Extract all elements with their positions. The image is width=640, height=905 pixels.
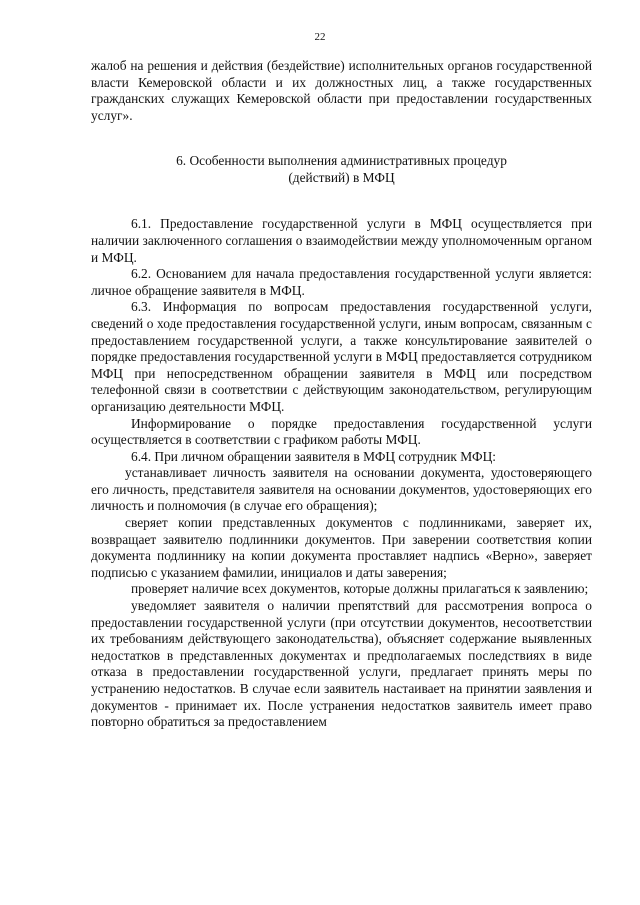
page-number: 22 [314,31,326,43]
paragraph-informing: Информирование о порядке предоставления государственной услуги осуществляется в соответствии с графиком работы МФЦ. [91,415,592,448]
paragraph-6-4: 6.4. При личном обращении заявителя в МФЦ сотрудник МФЦ: [131,448,496,464]
section-heading-line-2: (действий) в МФЦ [288,170,395,186]
paragraph-6-2: 6.2. Основанием для начала предоставления государственной услуги является: личное обращение заявителя в МФЦ. [91,266,592,298]
list-item-notify-obstacles: уведомляет заявителя о наличии препятствий для рассмотрения вопроса о предоставлении государственной услуги (при отсутствии документов, несоответствии их требованиям действующего законодательства), объясняет содержание выявленных недостатков в представленных документах и предполагаемых последствиях в виде отказа в предоставлении государственной услуги, предлагает принять меры по устранению недостатков. В случае если заявитель настаивает на принятии заявления и документов - принимает их. После устранения недостатков заявитель имеет право повторно обратиться за предоставлением [91,598,592,730]
document-body [91,58,592,731]
list-item-check-documents: проверяет наличие всех документов, которые должны прилагаться к заявлению; [131,581,589,597]
paragraph-6-3: 6.3. Информация по вопросам предоставления государственной услуги, сведений о ходе предоставления государственной услуги, иным вопросам, связанным с предоставлением государственной услуги, а также консультирование заявителей о порядке предоставления государственной услуги в МФЦ предоставляется сотрудником МФЦ при непосредственном обращении заявителя в МФЦ или посредством телефонной связи в соответствии с действующим законодательством, регулирующим организацию деятельности МФЦ. [91,299,592,414]
paragraph-6-1: 6.1. Предоставление государственной услуги в МФЦ осуществляется при наличии заключенного соглашения о взаимодействии между уполномоченным органом и МФЦ. [91,216,592,265]
list-item-identity: устанавливает личность заявителя на основании документа, удостоверяющего его личность, представителя заявителя на основании документов, удостоверяющих его личность и полномочия (в случае его обращения); [91,465,592,514]
list-item-copies: сверяет копии представленных документов с подлинниками, заверяет их, возвращает заявителю подлинники документов. При заверении соответствия копии документа подлиннику на копии документа проставляет надпись «Верно», заверяет подписью с указанием фамилии, инициалов и даты заверения; [91,515,592,580]
section-heading-line-1: 6. Особенности выполнения административных процедур [176,153,507,169]
intro-paragraph: жалоб на решения и действия (бездействие) исполнительных органов государственной власти Кемеровской области и их должностных лиц, а также государственных гражданских служащих Кемеровской области при предоставлении государственных услуг». [91,58,592,123]
section-heading [91,152,592,186]
